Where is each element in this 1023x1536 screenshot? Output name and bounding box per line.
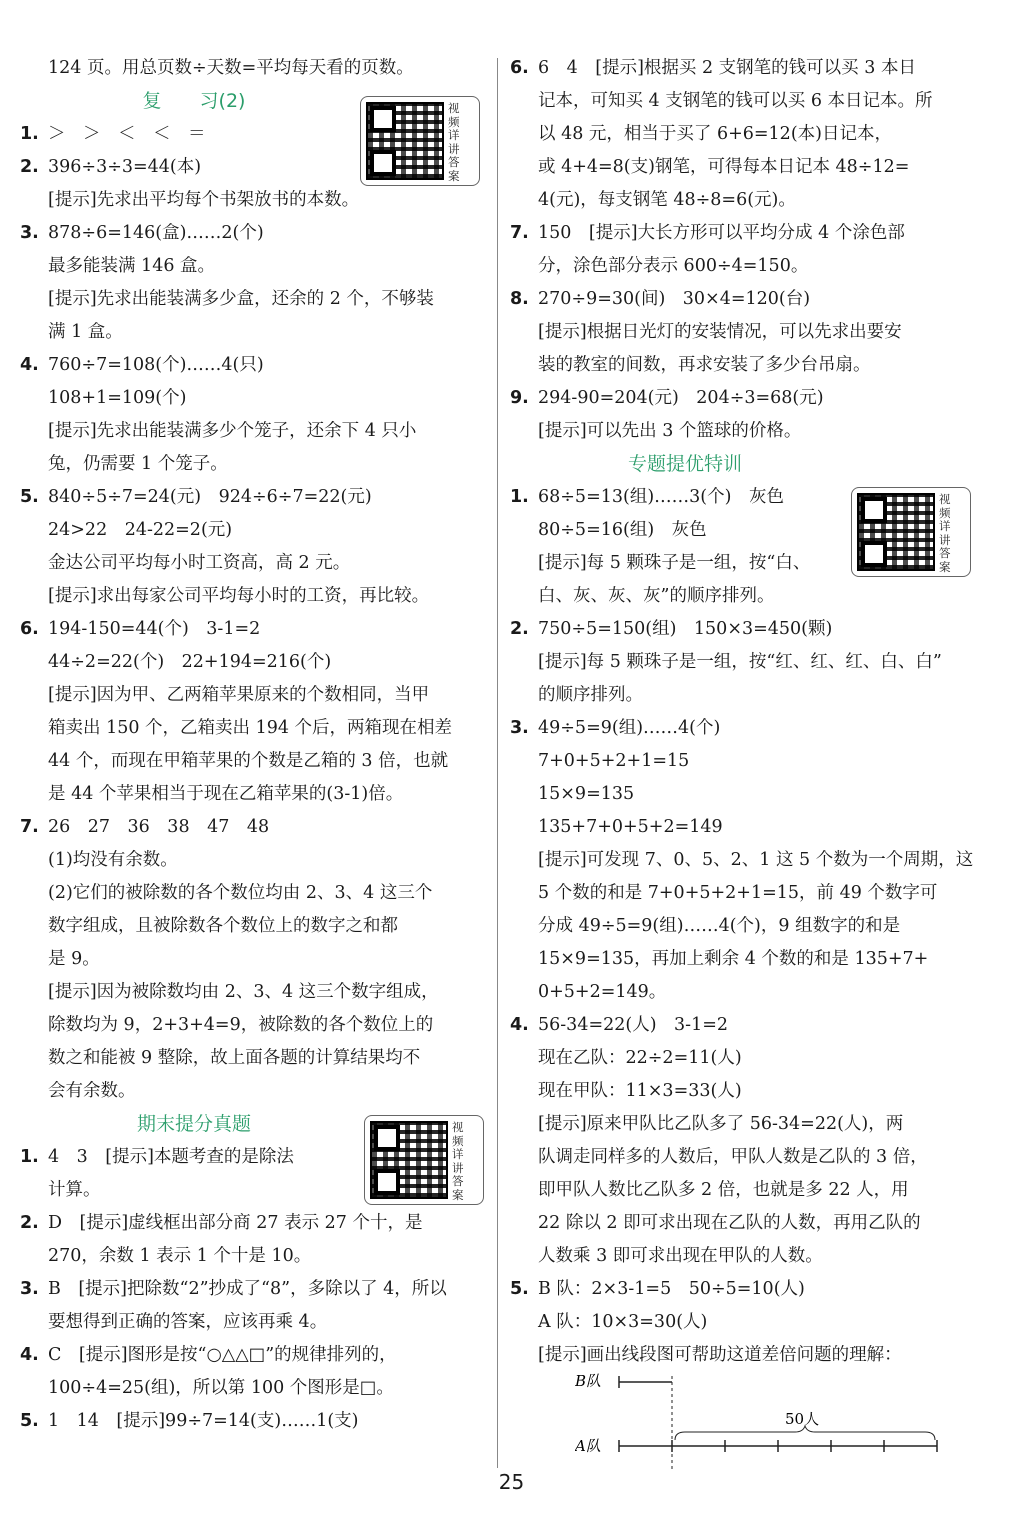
- answer-text: 会有余数。: [48, 1081, 136, 1101]
- answer-text: 是 44 个苹果相当于现在乙箱苹果的(3-1)倍。: [48, 784, 404, 804]
- answer-text: 15×9=135: [538, 784, 635, 804]
- b-team-label: B队: [575, 1372, 602, 1390]
- answer-text: 56-34=22(人) 3-1=2: [538, 1015, 729, 1035]
- answer-line: [20, 811, 488, 844]
- answer-line: [20, 943, 488, 976]
- answer-text: 的顺序排列。: [538, 685, 643, 705]
- answer-text: 80÷5=16(组) 灰色: [538, 520, 707, 540]
- answer-text: [提示]因为被除数均由 2、3、4 这三个数字组成，: [48, 982, 439, 1002]
- answer-text: 100÷4=25(组)，所以第 100 个图形是□。: [48, 1378, 394, 1398]
- answer-text: 1 14 [提示]99÷7=14(支)……1(支): [48, 1411, 359, 1431]
- answer-line: [510, 844, 980, 877]
- answer-text: [提示]先求出能装满多少个笼子，还余下 4 只小: [48, 421, 417, 441]
- question-number: 9.: [510, 388, 529, 408]
- answer-line: [20, 448, 488, 481]
- section-title-text: 专题提优特训: [627, 453, 742, 475]
- answer-text: [提示]根据日光灯的安装情况，可以先求出要安: [538, 322, 902, 342]
- qr-label: 视频详讲答案: [452, 1120, 464, 1202]
- answer-line: [510, 613, 980, 646]
- answer-text: 760÷7=108(个)……4(只): [48, 355, 264, 375]
- answer-text: 294-90=204(元) 204÷3=68(元): [538, 388, 824, 408]
- segment-label: 50人: [785, 1410, 820, 1428]
- answer-text: ＞ ＞ ＜ ＜ ＝: [48, 124, 206, 144]
- answer-line: [510, 877, 980, 910]
- answer-text: 兔，仍需要 1 个笼子。: [48, 454, 228, 474]
- answer-text: D [提示]虚线框出部分商 27 表示 27 个十，是: [48, 1213, 423, 1233]
- answer-line: [510, 151, 980, 184]
- answer-text: 队调走同样多的人数后，甲队人数是乙队的 3 倍，: [538, 1147, 928, 1167]
- question-number: 1.: [510, 487, 529, 507]
- answer-line: [20, 514, 488, 547]
- answer-line: [510, 1108, 980, 1141]
- answer-line: [20, 1339, 488, 1372]
- answer-text: 750÷5=150(组) 150×3=450(颗): [538, 619, 833, 639]
- line-segment-diagram: [575, 1372, 945, 1482]
- qr-code-special[interactable]: [851, 487, 971, 577]
- answer-line: [510, 1339, 980, 1372]
- question-number: 2.: [510, 619, 529, 639]
- answer-line: [510, 52, 980, 85]
- answer-text: 49÷5=9(组)……4(个): [538, 718, 721, 738]
- answer-text: A 队：10×3=30(人): [538, 1312, 708, 1332]
- question-number: 2.: [20, 1213, 39, 1233]
- answer-text: B [提示]把除数“2”抄成了“8”，多除以了 4，所以: [48, 1279, 447, 1299]
- answer-line: [510, 976, 980, 1009]
- answer-line: [20, 349, 488, 382]
- answer-line: [510, 1207, 980, 1240]
- answer-line: [20, 1009, 488, 1042]
- answer-text: C [提示]图形是按“○△△□”的规律排列的，: [48, 1345, 397, 1365]
- answer-text: B 队：2×3-1=5 50÷5=10(人): [538, 1279, 805, 1299]
- answer-line: [20, 1306, 488, 1339]
- answer-text: 5 个数的和是 7+0+5+2+1=15，前 49 个数字可: [538, 883, 938, 903]
- answer-text: 270÷9=30(间) 30×4=120(台): [538, 289, 811, 309]
- section-title: [510, 448, 980, 481]
- answer-text: 装的教室的间数，再求安装了多少台吊扇。: [538, 355, 871, 375]
- answer-line: [510, 118, 980, 151]
- answer-text: 22 除以 2 即可求出现在乙队的人数，再用乙队的: [538, 1213, 921, 1233]
- answer-line: [20, 1042, 488, 1075]
- answer-text: (1)均没有余数。: [48, 850, 178, 870]
- answer-text: [提示]因为甲、乙两箱苹果原来的个数相同，当甲: [48, 685, 430, 705]
- answer-text: 24>22 24-22=2(元): [48, 520, 233, 540]
- answer-text: 满 1 盒。: [48, 322, 123, 342]
- column-divider: [497, 58, 498, 1468]
- answer-line: [510, 1174, 980, 1207]
- answer-text: 15×9=135，再加上剩余 4 个数的和是 135+7+: [538, 949, 929, 969]
- answer-text: [提示]每 5 颗珠子是一组，按“红、红、红、白、白”: [538, 652, 942, 672]
- answer-line: [510, 1009, 980, 1042]
- answer-text: [提示]原来甲队比乙队多了 56-34=22(人)，两: [538, 1114, 904, 1134]
- answer-line: [510, 910, 980, 943]
- answer-text: 箱卖出 150 个，乙箱卖出 194 个后，两箱现在相差: [48, 718, 453, 738]
- answer-text: 26 27 36 38 47 48: [48, 817, 270, 837]
- qr-code-icon: [857, 493, 935, 571]
- answer-line: [510, 349, 980, 382]
- answer-text: [提示]每 5 颗珠子是一组，按“白、: [538, 553, 811, 573]
- answer-text: 现在甲队：11×3=33(人): [538, 1081, 742, 1101]
- answer-line: [510, 1240, 980, 1273]
- answer-line: [20, 877, 488, 910]
- question-number: 4.: [510, 1015, 529, 1035]
- answer-text: 现在乙队：22÷2=11(人): [538, 1048, 742, 1068]
- qr-code-icon: [370, 1121, 448, 1199]
- answer-text: 0+5+2=149。: [538, 982, 667, 1002]
- answer-text: 6 4 [提示]根据买 2 支钢笔的钱可以买 3 本日: [538, 58, 916, 78]
- qr-code-review2[interactable]: [360, 96, 480, 186]
- answer-line: [20, 976, 488, 1009]
- question-number: 3.: [20, 1279, 39, 1299]
- answer-line: [510, 1075, 980, 1108]
- answer-text: 或 4+4=8(支)钢笔，可得每本日记本 48÷12=: [538, 157, 910, 177]
- answer-line: [20, 910, 488, 943]
- answer-line: [510, 943, 980, 976]
- qr-code-final[interactable]: [364, 1115, 484, 1205]
- right-column: [510, 52, 980, 1372]
- section-title-text: 期末提分真题: [136, 1113, 251, 1135]
- answer-line: [510, 646, 980, 679]
- question-number: 5.: [20, 487, 39, 507]
- answer-line: [510, 1306, 980, 1339]
- answer-text: 人数乘 3 即可求出现在甲队的人数。: [538, 1246, 823, 1266]
- answer-text: 68÷5=13(组)……3(个) 灰色: [538, 487, 784, 507]
- answer-line: [20, 316, 488, 349]
- answer-text: 44÷2=22(个) 22+194=216(个): [48, 652, 332, 672]
- answer-text: 最多能装满 146 盒。: [48, 256, 216, 276]
- answer-line: [20, 1240, 488, 1273]
- answer-text: 44 个，而现在甲箱苹果的个数是乙箱的 3 倍，也就: [48, 751, 449, 771]
- answer-line: [20, 1207, 488, 1240]
- question-number: 2.: [20, 157, 39, 177]
- answer-text: 数之和能被 9 整除，故上面各题的计算结果均不: [48, 1048, 421, 1068]
- a-team-label: A队: [575, 1437, 601, 1455]
- section-title-text: 复 习(2): [142, 90, 246, 112]
- answer-line: [20, 250, 488, 283]
- answer-text: [提示]可以先出 3 个篮球的价格。: [538, 421, 802, 441]
- answer-line: [20, 184, 488, 217]
- answer-text: [提示]可发现 7、0、5、2、1 这 5 个数为一个周期，这: [538, 850, 974, 870]
- answer-text: 分成 49÷5=9(组)……4(个)，9 组数字的和是: [538, 916, 901, 936]
- answer-line: [510, 316, 980, 349]
- answer-line: [510, 745, 980, 778]
- answer-line: [510, 580, 980, 613]
- answer-line: [510, 283, 980, 316]
- answer-text: 135+7+0+5+2=149: [538, 817, 723, 837]
- question-number: 8.: [510, 289, 529, 309]
- question-number: 4.: [20, 355, 39, 375]
- answer-line: [20, 613, 488, 646]
- question-number: 7.: [510, 223, 529, 243]
- answer-text: 878÷6=146(盒)……2(个): [48, 223, 264, 243]
- answer-text: 即甲队人数比乙队多 2 倍，也就是多 22 人，用: [538, 1180, 909, 1200]
- answer-text: [提示]画出线段图可帮助这道差倍问题的理解：: [538, 1345, 902, 1365]
- answer-line: [510, 1141, 980, 1174]
- answer-line: [20, 679, 488, 712]
- answer-text: 396÷3÷3=44(本): [48, 157, 202, 177]
- answer-text: 840÷5÷7=24(元) 924÷6÷7=22(元): [48, 487, 372, 507]
- answer-line: [510, 1273, 980, 1306]
- answer-text: 270，余数 1 表示 1 个十是 10。: [48, 1246, 312, 1266]
- left-column: [20, 52, 488, 1438]
- answer-line: [510, 679, 980, 712]
- answer-line: [510, 382, 980, 415]
- answer-text: 是 9。: [48, 949, 100, 969]
- answer-line: [510, 778, 980, 811]
- answer-line: [20, 712, 488, 745]
- answer-line: [510, 184, 980, 217]
- page-number: 25: [498, 1470, 525, 1494]
- answer-line: [20, 481, 488, 514]
- answer-text: 150 [提示]大长方形可以平均分成 4 个涂色部: [538, 223, 905, 243]
- answer-text: 4(元)，每支钢笔 48÷8=6(元)。: [538, 190, 796, 210]
- answer-line: [510, 85, 980, 118]
- answer-text: 白、灰、灰、灰”的顺序排列。: [538, 586, 775, 606]
- answer-text: 以 48 元，相当于买了 6+6=12(本)日记本，: [538, 124, 892, 144]
- question-number: 3.: [20, 223, 39, 243]
- answer-line: [20, 844, 488, 877]
- answer-text: 194-150=44(个) 3-1=2: [48, 619, 261, 639]
- answer-text: 要想得到正确的答案，应该再乘 4。: [48, 1312, 328, 1332]
- qr-label: 视频详讲答案: [448, 101, 460, 183]
- answer-line: [20, 382, 488, 415]
- answer-line: [510, 712, 980, 745]
- question-number: 6.: [510, 58, 529, 78]
- answer-line: [20, 646, 488, 679]
- answer-line: [510, 1042, 980, 1075]
- answer-line: [20, 1372, 488, 1405]
- answer-line: [20, 415, 488, 448]
- answer-text: 记本，可知买 4 支钢笔的钱可以买 6 本日记本。所: [538, 91, 933, 111]
- answer-line: [510, 217, 980, 250]
- question-number: 7.: [20, 817, 39, 837]
- answer-text: [提示]先求出平均每个书架放书的本数。: [48, 190, 360, 210]
- answer-text: [提示]先求出能装满多少盒，还余的 2 个，不够装: [48, 289, 434, 309]
- question-number: 1.: [20, 124, 39, 144]
- answer-text: [提示]求出每家公司平均每小时的工资，再比较。: [48, 586, 430, 606]
- answer-line: [20, 580, 488, 613]
- question-number: 5.: [20, 1411, 39, 1431]
- answer-line: [510, 415, 980, 448]
- qr-label: 视频详讲答案: [939, 492, 951, 574]
- answer-line: [510, 250, 980, 283]
- answer-line: [20, 1273, 488, 1306]
- answer-line: [20, 1075, 488, 1108]
- question-number: 6.: [20, 619, 39, 639]
- answer-line: [20, 1405, 488, 1438]
- answer-text: 计算。: [48, 1180, 101, 1200]
- question-number: 5.: [510, 1279, 529, 1299]
- answer-line: [20, 52, 488, 85]
- answer-line: [20, 217, 488, 250]
- answer-line: [20, 547, 488, 580]
- answer-text: 7+0+5+2+1=15: [538, 751, 690, 771]
- answer-line: [20, 283, 488, 316]
- qr-code-icon: [366, 102, 444, 180]
- answer-text: 4 3 [提示]本题考查的是除法: [48, 1147, 294, 1167]
- question-number: 1.: [20, 1147, 39, 1167]
- answer-line: [510, 811, 980, 844]
- answer-line: [20, 778, 488, 811]
- answer-text: 金达公司平均每小时工资高，高 2 元。: [48, 553, 351, 573]
- answer-text: 除数均为 9，2+3+4=9，被除数的各个数位上的: [48, 1015, 434, 1035]
- answer-text: 124 页。用总页数÷天数=平均每天看的页数。: [48, 58, 414, 78]
- question-number: 4.: [20, 1345, 39, 1365]
- question-number: 3.: [510, 718, 529, 738]
- answer-text: 数字组成，且被除数各个数位上的数字之和都: [48, 916, 398, 936]
- answer-line: [20, 745, 488, 778]
- answer-text: 分，涂色部分表示 600÷4=150。: [538, 256, 809, 276]
- answer-text: 108+1=109(个): [48, 388, 187, 408]
- answer-text: (2)它们的被除数的各个数位均由 2、3、4 这三个: [48, 883, 433, 903]
